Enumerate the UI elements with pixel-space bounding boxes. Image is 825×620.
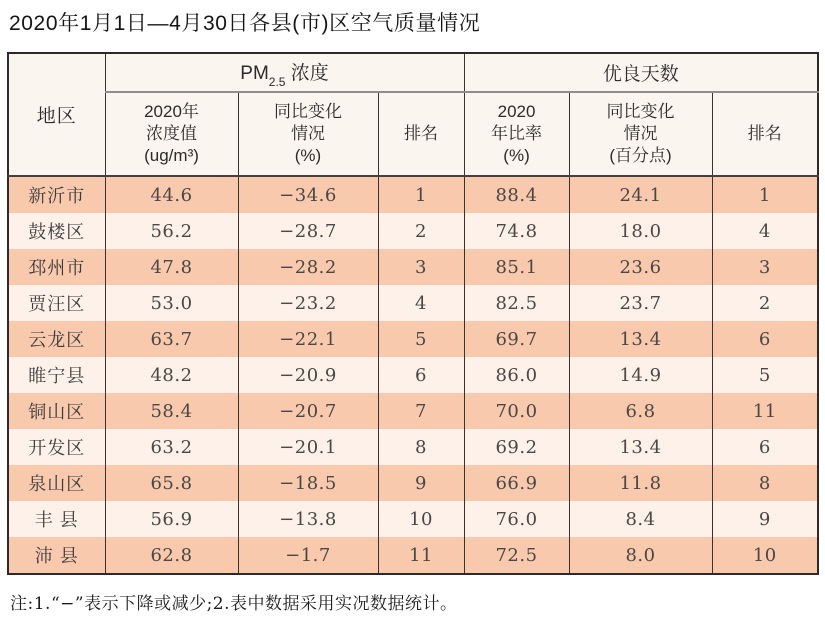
days-ratio-cell: 72.5 <box>464 537 569 574</box>
days-change-cell: 8.0 <box>569 537 712 574</box>
pm-value-cell: 56.2 <box>105 213 238 249</box>
pm-change-header-line3: (%) <box>294 146 322 166</box>
pm-rank-cell: 2 <box>378 213 464 249</box>
days-ratio-header-line1: 2020 <box>497 101 536 121</box>
pm-rank-cell: 4 <box>378 285 464 321</box>
pm-rank-cell: 8 <box>378 429 464 465</box>
days-change-cell: 11.8 <box>569 465 712 501</box>
pm-change-header-line1: 同比变化 <box>274 101 342 121</box>
pm-suffix: 浓度 <box>285 63 329 85</box>
days-change-cell: 13.4 <box>569 429 712 465</box>
days-change-cell: 14.9 <box>569 357 712 393</box>
days-ratio-header-line2: 年比率 <box>491 123 543 143</box>
pm-label: PM <box>240 63 269 85</box>
pm-value-cell: 63.7 <box>105 321 238 357</box>
good-days-group-header: 优良天数 <box>464 53 818 92</box>
pm-value-cell: 53.0 <box>105 285 238 321</box>
days-change-cell: 18.0 <box>569 213 712 249</box>
pm-rank-cell: 10 <box>378 501 464 537</box>
region-cell: 泉山区 <box>8 465 105 501</box>
days-ratio-cell: 76.0 <box>464 501 569 537</box>
region-cell: 开发区 <box>8 429 105 465</box>
days-change-cell: 13.4 <box>569 321 712 357</box>
pm-change-cell: −23.2 <box>238 285 378 321</box>
pm-change-cell: −20.7 <box>238 393 378 429</box>
days-change-cell: 8.4 <box>569 501 712 537</box>
table-row <box>8 393 818 429</box>
days-ratio-cell: 88.4 <box>464 176 569 213</box>
pm25-group-header <box>105 53 464 92</box>
pm-change-cell: −18.5 <box>238 465 378 501</box>
pm-value-cell: 62.8 <box>105 537 238 574</box>
table-row <box>8 176 818 213</box>
table-row <box>8 537 818 574</box>
table-header <box>8 53 818 176</box>
table-row <box>8 429 818 465</box>
pm-value-cell: 58.4 <box>105 393 238 429</box>
pm-rank-cell: 6 <box>378 357 464 393</box>
pm-change-header <box>238 92 378 176</box>
pm-change-header-line2: 情况 <box>291 123 325 143</box>
pm-value-cell: 48.2 <box>105 357 238 393</box>
days-rank-cell: 6 <box>712 321 818 357</box>
days-ratio-cell: 69.2 <box>464 429 569 465</box>
region-column-header: 地区 <box>8 53 105 176</box>
days-ratio-cell: 85.1 <box>464 249 569 285</box>
region-cell: 新沂市 <box>8 176 105 213</box>
table-row <box>8 213 818 249</box>
pm-rank-cell: 1 <box>378 176 464 213</box>
table-row <box>8 357 818 393</box>
days-rank-cell: 2 <box>712 285 818 321</box>
table-row <box>8 249 818 285</box>
region-cell: 沛 县 <box>8 537 105 574</box>
days-ratio-cell: 66.9 <box>464 465 569 501</box>
days-ratio-header <box>464 92 569 176</box>
pm-value-header-line3: (ug/m³) <box>144 146 199 166</box>
pm-value-cell: 65.8 <box>105 465 238 501</box>
region-cell: 丰 县 <box>8 501 105 537</box>
days-rank-cell: 10 <box>712 537 818 574</box>
pm-value-cell: 63.2 <box>105 429 238 465</box>
pm-rank-cell: 9 <box>378 465 464 501</box>
pm-change-cell: −13.8 <box>238 501 378 537</box>
days-ratio-cell: 69.7 <box>464 321 569 357</box>
days-change-cell: 24.1 <box>569 176 712 213</box>
pm-value-header-line2: 浓度值 <box>146 123 197 143</box>
table-row <box>8 285 818 321</box>
region-cell: 邳州市 <box>8 249 105 285</box>
pm-change-cell: −22.1 <box>238 321 378 357</box>
days-ratio-cell: 70.0 <box>464 393 569 429</box>
days-change-cell: 6.8 <box>569 393 712 429</box>
days-rank-cell: 9 <box>712 501 818 537</box>
pm-value-header <box>105 92 238 176</box>
table-row <box>8 501 818 537</box>
days-rank-cell: 3 <box>712 249 818 285</box>
days-ratio-cell: 82.5 <box>464 285 569 321</box>
pm-change-cell: −28.2 <box>238 249 378 285</box>
footnote: 注:1.“−”表示下降或减少;2.表中数据采用实况数据统计。 <box>10 594 458 614</box>
region-cell: 贾汪区 <box>8 285 105 321</box>
table-row <box>8 465 818 501</box>
pm-subscript: 2.5 <box>268 74 286 89</box>
pm-rank-cell: 3 <box>378 249 464 285</box>
table-body <box>8 176 818 574</box>
days-rank-cell: 8 <box>712 465 818 501</box>
pm-change-cell: −20.9 <box>238 357 378 393</box>
region-cell: 睢宁县 <box>8 357 105 393</box>
sub-header-row <box>8 92 818 176</box>
pm-rank-cell: 5 <box>378 321 464 357</box>
pm-value-header-line1: 2020年 <box>144 101 199 121</box>
pm-value-cell: 47.8 <box>105 249 238 285</box>
days-change-cell: 23.6 <box>569 249 712 285</box>
pm-change-cell: −20.1 <box>238 429 378 465</box>
pm-change-cell: −1.7 <box>238 537 378 574</box>
pm-rank-cell: 11 <box>378 537 464 574</box>
days-rank-cell: 1 <box>712 176 818 213</box>
pm-value-cell: 44.6 <box>105 176 238 213</box>
days-change-header <box>569 92 712 176</box>
days-ratio-header-line3: (%) <box>503 146 530 166</box>
pm-rank-header: 排名 <box>378 92 464 176</box>
region-cell: 铜山区 <box>8 393 105 429</box>
days-ratio-cell: 86.0 <box>464 357 569 393</box>
days-change-header-line2: 情况 <box>623 123 658 143</box>
region-cell: 云龙区 <box>8 321 105 357</box>
pm-rank-cell: 7 <box>378 393 464 429</box>
table-row <box>8 321 818 357</box>
days-change-header-line3: (百分点) <box>609 146 672 166</box>
days-change-cell: 23.7 <box>569 285 712 321</box>
days-rank-cell: 5 <box>712 357 818 393</box>
group-header-row <box>8 53 818 92</box>
days-rank-header: 排名 <box>712 92 818 176</box>
region-cell: 鼓楼区 <box>8 213 105 249</box>
days-rank-cell: 4 <box>712 213 818 249</box>
days-change-header-line1: 同比变化 <box>606 101 675 121</box>
air-quality-table <box>7 52 819 575</box>
days-rank-cell: 6 <box>712 429 818 465</box>
days-rank-cell: 11 <box>712 393 818 429</box>
page-title: 2020年1月1日—4月30日各县(市)区空气质量情况 <box>9 12 481 35</box>
days-ratio-cell: 74.8 <box>464 213 569 249</box>
pm-change-cell: −28.7 <box>238 213 378 249</box>
pm-value-cell: 56.9 <box>105 501 238 537</box>
pm-change-cell: −34.6 <box>238 176 378 213</box>
